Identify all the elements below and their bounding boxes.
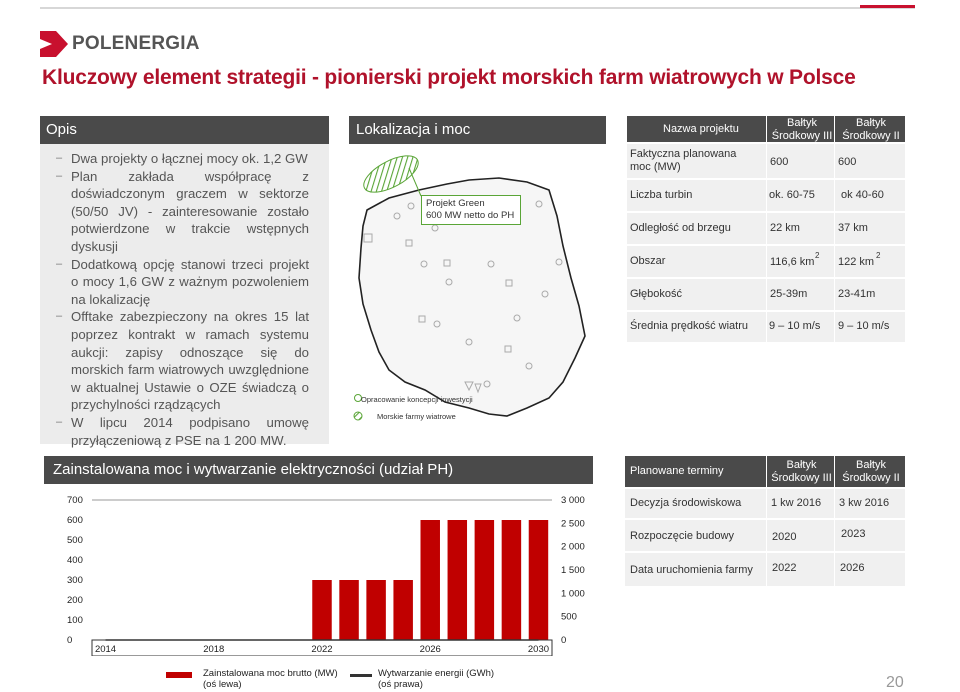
list-item: – Plan zakłada współpracę z doświadczonym graczem w sektorze (50/50 JV) - zainteresowanie zostało potwierdzone w trakcie wstępnych dyskusji	[56, 168, 309, 256]
table-cell: 2020	[767, 520, 834, 551]
x-tick-label: 2026	[419, 644, 441, 655]
table-header-cell: Bałtyk Środkowy II	[835, 116, 905, 142]
poland-map	[349, 146, 606, 428]
legend-line-label: Wytwarzanie energii (GWh) (oś prawa)	[378, 668, 495, 690]
table-cell: 22 km	[767, 213, 834, 244]
table-row: Decyzja środowiskowa	[625, 489, 766, 518]
bar	[529, 520, 548, 640]
table-header-cell: Bałtyk Środkowy III	[767, 456, 834, 487]
table-cell: 116,6 km 2	[767, 246, 834, 277]
y-left-tick-label: 200	[67, 595, 83, 606]
table-row: Średnia prędkość wiatru	[627, 312, 766, 342]
y-right-tick-label: 3 000	[561, 495, 585, 506]
table-row: Data uruchomienia farmy	[625, 553, 766, 586]
x-tick-label: 2014	[94, 644, 117, 655]
map-legend-offshore: Morskie farmy wiatrowe	[377, 412, 456, 421]
table-cell: 2026	[835, 553, 905, 586]
table-cell: 23-41m	[835, 279, 905, 310]
y-right-tick-label: 1 000	[561, 588, 585, 600]
y-right-tick-label: 1 500	[561, 565, 585, 576]
y-left-tick-label: 0	[67, 635, 73, 646]
list-item: – W lipcu 2014 podpisano umowę przyłączeniową z PSE na 1 200 MW.	[56, 414, 309, 449]
opis-list	[40, 144, 329, 449]
page-number: 20	[886, 674, 904, 691]
y-right-tick-label: 500	[561, 611, 577, 623]
table-row: Głębokość	[627, 279, 766, 310]
table-row: Liczba turbin	[627, 180, 766, 211]
top-rule-accent	[860, 5, 915, 8]
table-cell: 600	[835, 144, 905, 178]
bar	[339, 580, 358, 640]
table-cell: 25-39m	[767, 279, 834, 310]
bar	[448, 520, 467, 640]
table-cell: 600	[767, 144, 834, 178]
top-rule	[40, 7, 915, 9]
table-row: Faktyczna planowana moc (MW)	[627, 144, 766, 178]
table-cell: ok 40-60	[835, 180, 905, 211]
legend-line-swatch	[350, 674, 372, 677]
logo	[40, 31, 200, 57]
list-item: – Dodatkową opcję stanowi trzeci projekt o mocy 1,6 GW z ważnym pozwoleniem na lokalizację	[56, 256, 309, 309]
table-cell: 9 – 10 m/s	[767, 312, 834, 342]
table-cell: ok. 60-75	[767, 180, 834, 211]
y-left-tick-label: 600	[67, 515, 83, 526]
bar	[366, 580, 385, 640]
location-heading: Lokalizacja i moc	[349, 116, 606, 144]
page-title: Kluczowy element strategii - pionierski projekt morskich farm wiatrowych w Polsce	[42, 66, 856, 89]
project-green-callout: Projekt Green 600 MW netto do PH	[421, 195, 521, 225]
list-item: – Dwa projekty o łącznej mocy ok. 1,2 GW	[56, 150, 309, 168]
location-panel	[349, 116, 606, 428]
table-header-cell: Nazwa projektu	[627, 116, 766, 142]
y-left-tick-label: 400	[67, 555, 83, 566]
opis-panel	[40, 116, 329, 448]
y-right-tick-label: 0	[561, 635, 567, 646]
y-left-tick-label: 100	[67, 615, 83, 626]
table-cell: 2022	[767, 553, 834, 586]
x-tick-label: 2018	[203, 644, 225, 655]
table-cell: 9 – 10 m/s	[835, 312, 905, 342]
bar	[475, 520, 494, 640]
table-row: Obszar	[627, 246, 766, 277]
y-left-tick-label: 500	[67, 535, 83, 546]
opis-heading: Opis	[40, 116, 329, 144]
y-left-tick-label: 300	[67, 575, 83, 586]
chart-area	[40, 486, 600, 656]
table-header-cell: Bałtyk Środkowy II	[835, 456, 905, 487]
y-right-tick-label: 2 500	[561, 518, 585, 530]
x-tick-label: 2022	[311, 644, 333, 655]
table-cell: 2023	[835, 520, 905, 551]
bar	[502, 520, 521, 640]
map-legend-concept: Opracowanie koncepcji inwestycji	[361, 395, 473, 404]
logo-mark-icon	[40, 31, 68, 57]
bar	[312, 580, 331, 640]
bar	[393, 580, 412, 640]
legend-bar-label: Zainstalowana moc brutto (MW) (oś lewa)	[203, 668, 338, 690]
table-cell: 37 km	[835, 213, 905, 244]
list-item: – Offtake zabezpieczony na okres 15 lat poprzez kontrakt w ramach systemu aukcji: zapisy odnoszące się do morskich farm wiatrowych uwzględnione w aktualnej Ustawie o OZE świadczą o przychylności rządzących	[56, 308, 309, 414]
table-header-cell: Bałtyk Środkowy III	[767, 116, 834, 142]
table-row: Odległość od brzegu	[627, 213, 766, 244]
table-cell: 3 kw 2016	[835, 489, 905, 518]
table-cell: 1 kw 2016	[767, 489, 834, 518]
bar	[420, 520, 439, 640]
table-row: Rozpoczęcie budowy	[625, 520, 766, 551]
x-tick-label: 2030	[527, 644, 550, 655]
table-cell: 122 km 2	[835, 246, 905, 277]
chart-heading: Zainstalowana moc i wytwarzanie elektryczności (udział PH)	[44, 456, 593, 484]
y-left-tick-label: 700	[67, 495, 83, 506]
legend-bar-swatch	[166, 672, 192, 678]
y-right-tick-label: 2 000	[561, 541, 585, 553]
logo-text: POLENERGIA	[72, 33, 200, 54]
table-header-cell: Planowane terminy	[625, 456, 766, 487]
